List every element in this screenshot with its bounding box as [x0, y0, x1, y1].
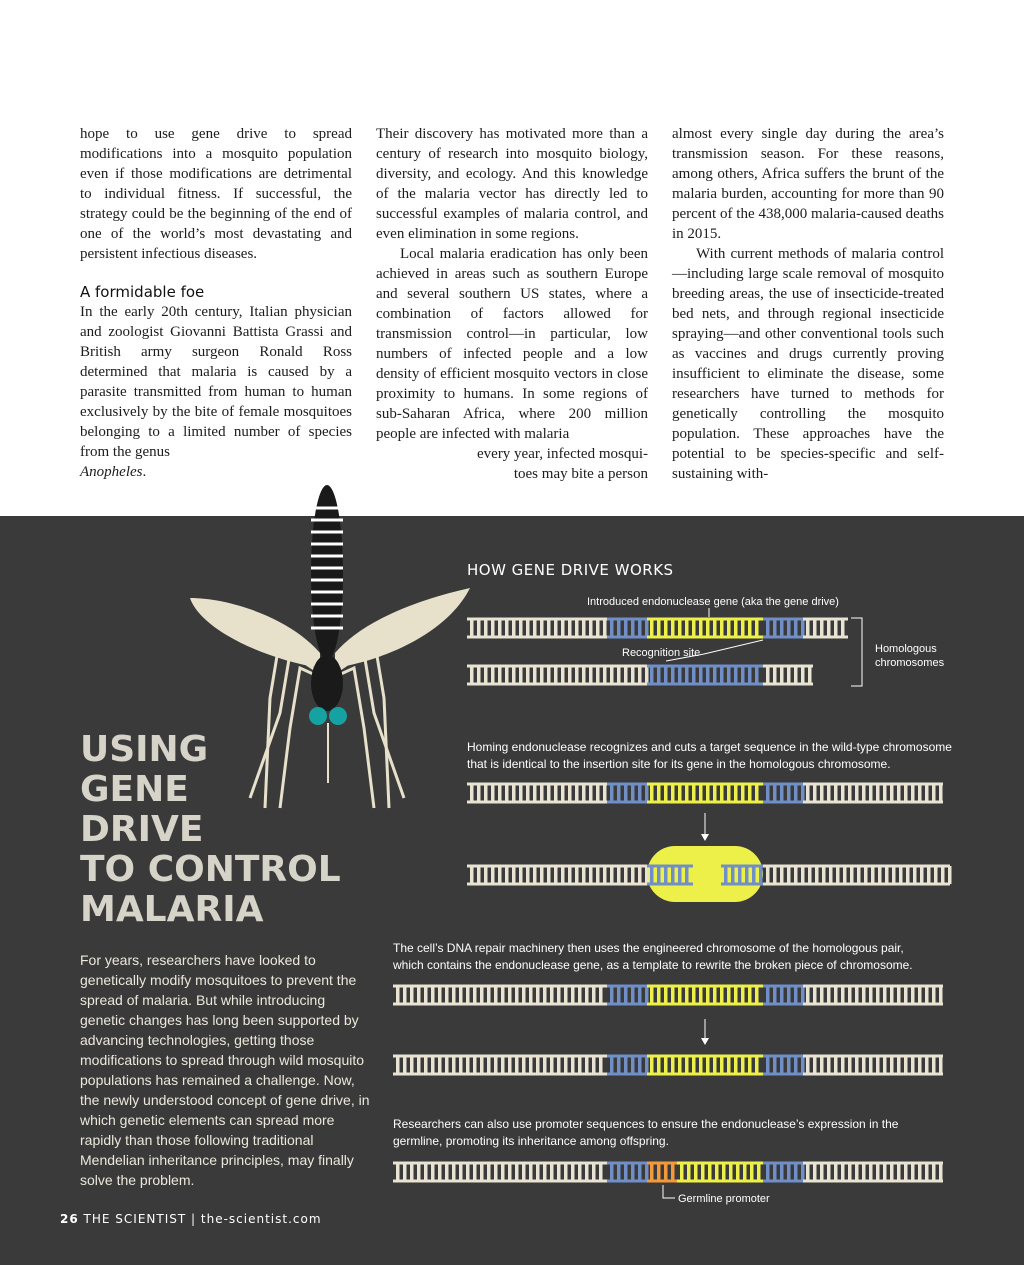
- recognition-segment: [607, 986, 649, 1004]
- step3-caption-line2: germline, promoting its inheritance among offspring.: [393, 1134, 669, 1148]
- paragraph-wrap-line: every year, infected mosqui-: [477, 446, 648, 462]
- diagram-title: HOW GENE DRIVE WORKS: [467, 561, 674, 579]
- wildtype-segment: [467, 784, 607, 802]
- gene_drive-segment: [647, 784, 763, 802]
- wildtype-segment: [803, 1163, 943, 1181]
- recognition-segment: [607, 784, 649, 802]
- website: the-scientist.com: [200, 1212, 322, 1226]
- wildtype-segment: [763, 866, 952, 884]
- wildtype-segment: [803, 784, 943, 802]
- paragraph: Their discovery has motivated more than a century of research into mosquito biology, diversity, and ecology. And this knowledge of the malaria vector has directly led to successful examples of malaria control, and even elimination in some regions.: [376, 126, 648, 242]
- wildtype-segment: [467, 666, 649, 684]
- gene_drive-segment: [647, 986, 763, 1004]
- feature-title-line: DRIVE: [80, 809, 204, 850]
- gene-drive-label: Introduced endonuclease gene (aka the gene drive): [587, 596, 839, 608]
- step1-caption-line2: that is identical to the insertion site for its gene in the homologous chromosome.: [467, 757, 891, 771]
- recognition-segment: [763, 619, 805, 637]
- recognition-segment: [607, 1056, 649, 1074]
- paragraph: With current methods of malaria control—including large scale removal of mosquito breeding areas, the use of insecticide-treated bed nets, and through regional insecticide spraying—and other conventional tools such as vaccines and drugs currently proving insufficient to eliminate the disease, some researchers have turned to methods for genetically controlling the mosquito population. These approaches have the potential to be species-specific and self-sustaining with-: [672, 246, 944, 482]
- wildtype-segment: [467, 619, 607, 637]
- wildtype-segment: [763, 666, 813, 684]
- feature-title-line: USING: [80, 729, 209, 770]
- feature-intro: For years, researchers have looked to genetically modify mosquitoes to prevent the spread of malaria. But while introducing genetic changes has long been supported by advancing technologies, getting those modifications to spread through wild mosquito populations has remained a challenge. Now, the newly understood concept of gene drive, in which genetic elements can spread more rapidly than those following traditional Mendelian inheritance principles, may finally solve the problem.: [80, 952, 370, 1188]
- homologous-label-1: Homologous: [875, 643, 937, 655]
- wildtype-segment: [803, 1056, 943, 1074]
- gene_drive-segment: [647, 619, 763, 637]
- paragraph-wrap-line: toes may bite a person: [513, 466, 648, 482]
- gene_drive-segment: [647, 1056, 763, 1074]
- germline-promoter-label: Germline promoter: [678, 1193, 770, 1205]
- recognition-segment: [763, 784, 805, 802]
- feature-title-line: MALARIA: [80, 889, 264, 930]
- step2-caption-line1: The cell’s DNA repair machinery then uses the engineered chromosome of the homologous pair,: [393, 941, 904, 955]
- recognition-segment: [763, 1163, 805, 1181]
- paragraph: almost every single day during the area’s transmission season. For these reasons, among others, Africa suffers the brunt of the malaria burden, accounting for more than 90 percent of the 438,000 malaria-caused deaths in 2015.: [672, 126, 944, 242]
- recognition-segment: [607, 619, 649, 637]
- homologous-label-2: chromosomes: [875, 657, 945, 669]
- paragraph: hope to use gene drive to spread modifications into a mosquito population even if those modifications are detrimental to individual fitness. If successful, the strategy could be the beginning of the end of one of the world’s most devastating and persistent infectious diseases.: [80, 126, 352, 262]
- wildtype-segment: [803, 619, 848, 637]
- wildtype-segment: [393, 1056, 607, 1074]
- page-footer: [60, 1212, 322, 1226]
- genus-name: Anopheles: [80, 464, 143, 480]
- period: .: [142, 464, 147, 480]
- wildtype-segment: [803, 986, 943, 1004]
- wildtype-segment: [393, 986, 607, 1004]
- recognition-segment: [647, 666, 763, 684]
- recognition-segment: [763, 1056, 805, 1074]
- page-number: 26: [60, 1212, 79, 1226]
- step3-caption-line1: Researchers can also use promoter sequences to ensure the endonuclease’s expression in the: [393, 1117, 899, 1131]
- feature-title-line: TO CONTROL: [80, 849, 341, 890]
- feature-title-line: GENE: [80, 769, 189, 810]
- recognition-site-label: Recognition site: [622, 647, 701, 659]
- recognition-segment: [607, 1163, 649, 1181]
- magazine-name: THE SCIENTIST: [83, 1212, 187, 1226]
- germline-promoter-segment: [647, 1163, 677, 1181]
- footer-separator: |: [191, 1212, 197, 1226]
- step2-caption-line2: which contains the endonuclease gene, as a template to rewrite the broken piece of chromosome.: [393, 958, 913, 972]
- gene_drive-segment: [677, 1163, 763, 1181]
- step1-caption-line1: Homing endonuclease recognizes and cuts a target sequence in the wild-type chromosome: [467, 740, 952, 754]
- section-heading: A formidable foe: [80, 283, 205, 301]
- paragraph-text: In the early 20th century, Italian physician and zoologist Giovanni Battista Grassi and British army surgeon Ronald Ross determined that malaria is caused by a parasite transmitted from human to human exclusively by the bite of female mosquitoes belonging to a limited number of species from the genus: [80, 304, 352, 460]
- wildtype-segment: [393, 1163, 607, 1181]
- paragraph: Local malaria eradication has only been achieved in areas such as southern Europe and several southern US states, where a combination of factors allowed for transmission control—in particular, low numbers of infected people and a low density of efficient mosquito vectors in close proximity to humans. In some regions of sub-Saharan Africa, where 200 million people are infected with malaria: [376, 246, 648, 442]
- wildtype-segment: [467, 866, 649, 884]
- recognition-segment: [763, 986, 805, 1004]
